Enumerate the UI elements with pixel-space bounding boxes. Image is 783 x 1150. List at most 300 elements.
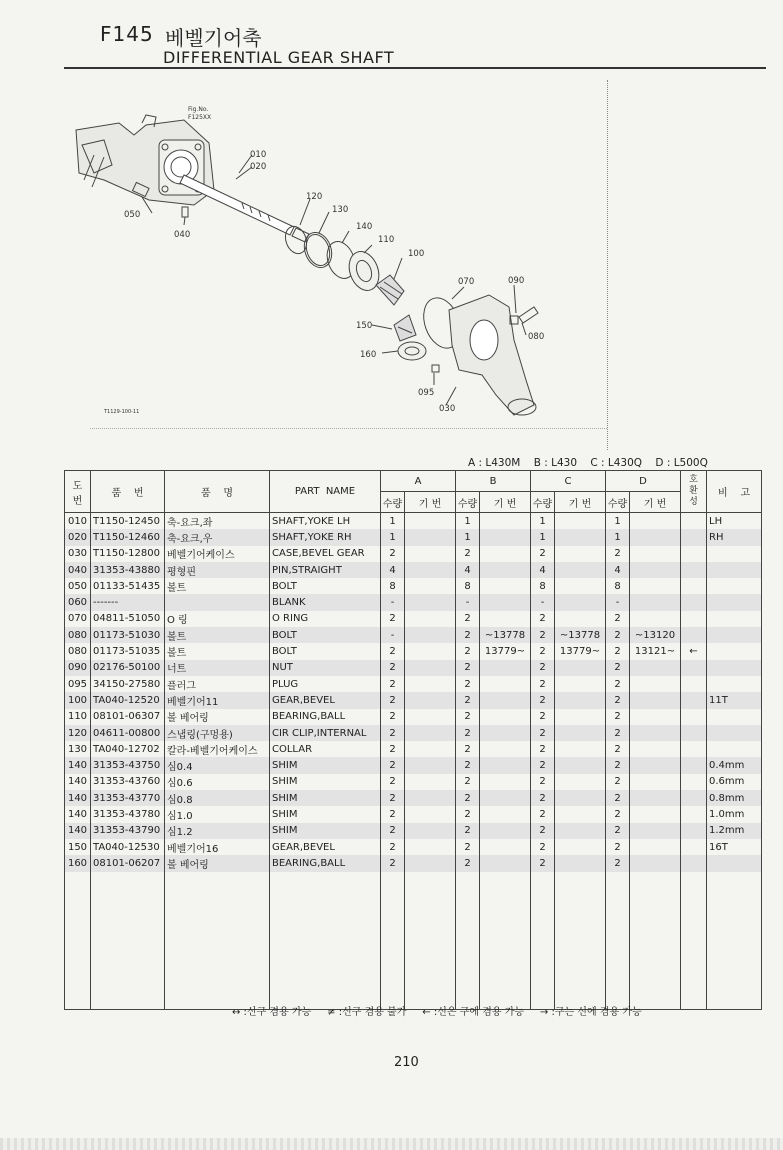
cell-ref-no: 140	[65, 823, 91, 839]
table-row	[65, 692, 762, 708]
cell-a-serial	[405, 660, 456, 676]
parts-table	[64, 470, 762, 1010]
cell-d-qty: 2	[606, 741, 630, 757]
cell-b-qty: 2	[456, 709, 480, 725]
cell-b-serial	[480, 578, 531, 594]
cell-a-qty: 1	[381, 513, 405, 530]
callout-label: 020	[250, 162, 267, 172]
cell-d-qty: 2	[606, 774, 630, 790]
cell-b-serial	[480, 676, 531, 692]
scan-edge	[0, 1138, 783, 1150]
col-group-c: C	[531, 471, 606, 492]
cell-b-qty: 2	[456, 855, 480, 871]
cell-a-serial	[405, 692, 456, 708]
table-row	[65, 823, 762, 839]
cell-part-name: BOLT	[270, 643, 381, 659]
col-remarks: 비 고	[707, 471, 762, 513]
cell-c-qty: 2	[531, 692, 555, 708]
cell-compat	[681, 627, 707, 643]
cell-c-serial	[555, 806, 606, 822]
cell-d-qty: 1	[606, 513, 630, 530]
callout-label: 070	[458, 277, 475, 287]
cell-d-serial	[630, 790, 681, 806]
col-part-name: PART NAME	[270, 471, 381, 513]
table-row	[65, 806, 762, 822]
cell-a-serial	[405, 725, 456, 741]
col-serial: 기 번	[480, 492, 531, 513]
cell-c-serial	[555, 611, 606, 627]
cell-c-qty: 2	[531, 627, 555, 643]
table-row	[65, 855, 762, 871]
cell-c-qty: 8	[531, 578, 555, 594]
callout-label: 030	[439, 404, 456, 414]
cell-part-no: 08101-06207	[91, 855, 165, 871]
callout-label: 095	[418, 388, 435, 398]
cell-compat	[681, 709, 707, 725]
cell-a-serial	[405, 676, 456, 692]
table-row	[65, 790, 762, 806]
cell-part-name-ko: 축-요크,좌	[165, 513, 270, 530]
cell-part-name-ko: 플러그	[165, 676, 270, 692]
cell-ref-no: 120	[65, 725, 91, 741]
cell-a-qty: -	[381, 627, 405, 643]
cell-a-qty: 2	[381, 741, 405, 757]
callout-label: 110	[378, 235, 395, 245]
cell-a-qty: 2	[381, 806, 405, 822]
cell-d-serial	[630, 513, 681, 530]
cell-b-qty: 2	[456, 839, 480, 855]
cell-b-qty: 2	[456, 627, 480, 643]
cell-a-qty: 2	[381, 676, 405, 692]
cell-compat: ←	[681, 643, 707, 659]
cell-compat	[681, 806, 707, 822]
cell-part-name-ko: O 링	[165, 611, 270, 627]
cell-c-qty: 2	[531, 676, 555, 692]
cell-b-serial	[480, 660, 531, 676]
cell-a-qty: 2	[381, 823, 405, 839]
cell-b-serial	[480, 709, 531, 725]
cell-remark: 0.4mm	[707, 757, 762, 773]
cell-part-name: SHIM	[270, 757, 381, 773]
col-group-d: D	[606, 471, 681, 492]
col-part-name-ko: 품 명	[165, 471, 270, 513]
cell-d-serial	[630, 725, 681, 741]
cell-remark	[707, 578, 762, 594]
cell-compat	[681, 578, 707, 594]
cell-compat	[681, 741, 707, 757]
cell-part-no: 02176-50100	[91, 660, 165, 676]
cell-d-qty: -	[606, 594, 630, 610]
cell-remark	[707, 627, 762, 643]
cell-a-serial	[405, 774, 456, 790]
cell-a-serial	[405, 855, 456, 871]
cell-b-serial: ~13778	[480, 627, 531, 643]
cell-ref-no: 110	[65, 709, 91, 725]
cell-d-serial	[630, 757, 681, 773]
cell-a-qty: 1	[381, 529, 405, 545]
cell-ref-no: 160	[65, 855, 91, 871]
cell-b-qty: 2	[456, 546, 480, 562]
cell-part-name: SHAFT,YOKE RH	[270, 529, 381, 545]
cell-a-qty: 2	[381, 546, 405, 562]
cell-a-serial	[405, 823, 456, 839]
callout-label: 140	[356, 222, 373, 232]
cell-d-qty: 2	[606, 643, 630, 659]
cell-d-serial	[630, 594, 681, 610]
col-qty: 수량	[456, 492, 480, 513]
cell-part-no: 04811-51050	[91, 611, 165, 627]
cell-b-qty: 8	[456, 578, 480, 594]
cell-d-qty: 2	[606, 546, 630, 562]
cell-part-no: 34150-27580	[91, 676, 165, 692]
model-legend: A : L430M B : L430 C : L430Q D : L500Q	[468, 457, 708, 469]
cell-part-name: BOLT	[270, 578, 381, 594]
cell-a-serial	[405, 627, 456, 643]
table-row	[65, 741, 762, 757]
cell-b-serial	[480, 757, 531, 773]
cell-part-name: SHIM	[270, 806, 381, 822]
cell-remark: 11T	[707, 692, 762, 708]
cell-remark: 16T	[707, 839, 762, 855]
cell-d-serial: ~13120	[630, 627, 681, 643]
cell-c-qty: 4	[531, 562, 555, 578]
cell-part-name-ko: 베벨기어16	[165, 839, 270, 855]
cell-c-serial: ~13778	[555, 627, 606, 643]
cell-part-no: 01133-51435	[91, 578, 165, 594]
cell-c-serial	[555, 594, 606, 610]
col-compat: 호 환 성	[681, 471, 707, 513]
cell-c-serial	[555, 855, 606, 871]
cell-part-name-ko: 볼트	[165, 643, 270, 659]
cell-part-name: GEAR,BEVEL	[270, 839, 381, 855]
cell-b-serial	[480, 611, 531, 627]
cell-d-serial	[630, 839, 681, 855]
table-row	[65, 546, 762, 562]
cell-a-serial	[405, 790, 456, 806]
cell-part-name: SHIM	[270, 774, 381, 790]
cell-part-name-ko: 볼트	[165, 627, 270, 643]
cell-c-qty: 2	[531, 546, 555, 562]
cell-remark	[707, 562, 762, 578]
cell-part-name-ko: 평형핀	[165, 562, 270, 578]
cell-d-qty: 1	[606, 529, 630, 545]
cell-ref-no: 090	[65, 660, 91, 676]
cell-b-qty: 2	[456, 725, 480, 741]
col-group-b: B	[456, 471, 531, 492]
cell-b-qty: 2	[456, 643, 480, 659]
cell-remark: 1.2mm	[707, 823, 762, 839]
cell-c-serial	[555, 790, 606, 806]
cell-b-serial: 13779~	[480, 643, 531, 659]
cell-a-qty: 2	[381, 790, 405, 806]
cell-c-qty: 2	[531, 839, 555, 855]
cell-b-serial	[480, 774, 531, 790]
cell-remark	[707, 546, 762, 562]
cell-d-serial	[630, 741, 681, 757]
cell-part-name: CIR CLIP,INTERNAL	[270, 725, 381, 741]
cell-c-qty: 2	[531, 823, 555, 839]
cell-d-qty: 2	[606, 676, 630, 692]
table-row	[65, 757, 762, 773]
cell-c-qty: -	[531, 594, 555, 610]
cell-d-qty: 2	[606, 709, 630, 725]
cell-d-qty: 2	[606, 757, 630, 773]
col-qty: 수량	[606, 492, 630, 513]
cell-c-serial	[555, 774, 606, 790]
cell-b-qty: 2	[456, 660, 480, 676]
cell-part-name: NUT	[270, 660, 381, 676]
cell-a-serial	[405, 529, 456, 545]
cell-part-no: 04611-00800	[91, 725, 165, 741]
cell-ref-no: 095	[65, 676, 91, 692]
cell-a-serial	[405, 513, 456, 530]
cell-remark	[707, 709, 762, 725]
cell-c-qty: 1	[531, 513, 555, 530]
cell-c-qty: 2	[531, 611, 555, 627]
cell-a-serial	[405, 643, 456, 659]
cell-d-serial	[630, 546, 681, 562]
callout-label: 100	[408, 249, 425, 259]
cell-b-serial	[480, 513, 531, 530]
cell-b-serial	[480, 692, 531, 708]
cell-d-serial	[630, 823, 681, 839]
cell-ref-no: 020	[65, 529, 91, 545]
cell-b-qty: 1	[456, 529, 480, 545]
cell-b-qty: 2	[456, 806, 480, 822]
cell-remark	[707, 725, 762, 741]
cell-compat	[681, 529, 707, 545]
page-number: 210	[394, 1055, 419, 1070]
col-serial: 기 번	[630, 492, 681, 513]
cell-part-no: -------	[91, 594, 165, 610]
cell-a-qty: 2	[381, 611, 405, 627]
cell-part-name: PLUG	[270, 676, 381, 692]
cell-compat	[681, 774, 707, 790]
cell-b-serial	[480, 839, 531, 855]
cell-remark: 0.8mm	[707, 790, 762, 806]
cell-remark: LH	[707, 513, 762, 530]
cell-part-no: 31353-43880	[91, 562, 165, 578]
cell-b-qty: 2	[456, 823, 480, 839]
cell-part-no: TA040-12702	[91, 741, 165, 757]
callout-label: T1129-100-11	[104, 409, 140, 415]
cell-part-name: SHIM	[270, 790, 381, 806]
section-title-ko: 베벨기어축	[165, 26, 262, 50]
cell-part-name: BLANK	[270, 594, 381, 610]
cell-remark	[707, 643, 762, 659]
cell-part-name-ko: 너트	[165, 660, 270, 676]
cell-d-serial	[630, 774, 681, 790]
callout-label: 040	[174, 230, 191, 240]
section-title-en: DIFFERENTIAL GEAR SHAFT	[163, 48, 395, 67]
cell-compat	[681, 546, 707, 562]
cell-remark: 0.6mm	[707, 774, 762, 790]
cell-a-qty: 2	[381, 725, 405, 741]
table-row	[65, 709, 762, 725]
cell-ref-no: 080	[65, 643, 91, 659]
cell-ref-no: 130	[65, 741, 91, 757]
cell-b-serial	[480, 529, 531, 545]
col-ref-no: 도 번	[65, 471, 91, 513]
cell-compat	[681, 823, 707, 839]
cell-part-no: 01173-51035	[91, 643, 165, 659]
cell-part-name: CASE,BEVEL GEAR	[270, 546, 381, 562]
cell-c-serial	[555, 839, 606, 855]
cell-part-name: SHAFT,YOKE LH	[270, 513, 381, 530]
cell-a-qty: 2	[381, 839, 405, 855]
cell-a-qty: 2	[381, 660, 405, 676]
cell-b-serial	[480, 725, 531, 741]
cell-part-name: COLLAR	[270, 741, 381, 757]
cell-b-serial	[480, 562, 531, 578]
cell-part-name-ko	[165, 594, 270, 610]
cell-remark	[707, 594, 762, 610]
cell-a-qty: 4	[381, 562, 405, 578]
col-qty: 수량	[381, 492, 405, 513]
cell-d-serial	[630, 676, 681, 692]
callout-label: F125XX	[188, 114, 212, 121]
cell-ref-no: 140	[65, 790, 91, 806]
cell-b-qty: 1	[456, 513, 480, 530]
table-row	[65, 594, 762, 610]
table-row	[65, 611, 762, 627]
cell-part-name-ko: 베벨기어케이스	[165, 546, 270, 562]
header-rule	[64, 67, 766, 69]
cell-d-serial	[630, 578, 681, 594]
cell-ref-no: 150	[65, 839, 91, 855]
cell-remark: 1.0mm	[707, 806, 762, 822]
section-code: F145	[100, 22, 154, 46]
table-row	[65, 839, 762, 855]
cell-c-serial	[555, 725, 606, 741]
cell-c-qty: 2	[531, 757, 555, 773]
cell-a-qty: 2	[381, 774, 405, 790]
cell-d-qty: 2	[606, 660, 630, 676]
cell-compat	[681, 594, 707, 610]
cell-c-qty: 2	[531, 741, 555, 757]
cell-part-no: 31353-43750	[91, 757, 165, 773]
cell-a-serial	[405, 594, 456, 610]
cell-d-qty: 2	[606, 790, 630, 806]
cell-part-no: 08101-06307	[91, 709, 165, 725]
cell-b-qty: 2	[456, 790, 480, 806]
cell-part-name-ko: 심0.8	[165, 790, 270, 806]
cell-ref-no: 060	[65, 594, 91, 610]
table-row	[65, 725, 762, 741]
cell-part-no: TA040-12520	[91, 692, 165, 708]
cell-part-no: TA040-12530	[91, 839, 165, 855]
cell-compat	[681, 692, 707, 708]
cell-d-serial	[630, 529, 681, 545]
table-row	[65, 676, 762, 692]
cell-ref-no: 030	[65, 546, 91, 562]
cell-compat	[681, 757, 707, 773]
diagram-divider	[607, 80, 608, 450]
cell-part-name: PIN,STRAIGHT	[270, 562, 381, 578]
compat-legend: ↔ :신구 겸용 가능 ≠ :신구 겸용 불가 ← :신은 구에 겸용 가능 → :구는 신에 겸용 가능	[232, 1007, 642, 1018]
cell-part-name-ko: 칼라-베벨기어케이스	[165, 741, 270, 757]
cell-b-qty: 2	[456, 774, 480, 790]
cell-compat	[681, 790, 707, 806]
cell-compat	[681, 855, 707, 871]
table-row	[65, 627, 762, 643]
cell-part-no: T1150-12460	[91, 529, 165, 545]
callout-label: 090	[508, 276, 525, 286]
table-row	[65, 529, 762, 545]
cell-c-serial	[555, 529, 606, 545]
callout-label: 130	[332, 205, 349, 215]
cell-part-name: BOLT	[270, 627, 381, 643]
parts-table-body	[65, 513, 762, 1010]
cell-compat	[681, 562, 707, 578]
cell-b-qty: 2	[456, 741, 480, 757]
col-group-a: A	[381, 471, 456, 492]
cell-d-serial	[630, 806, 681, 822]
cell-ref-no: 040	[65, 562, 91, 578]
cell-d-serial	[630, 855, 681, 871]
cell-ref-no: 140	[65, 757, 91, 773]
cell-c-serial	[555, 709, 606, 725]
cell-remark	[707, 855, 762, 871]
cell-c-qty: 2	[531, 725, 555, 741]
cell-c-serial: 13779~	[555, 643, 606, 659]
cell-c-qty: 2	[531, 709, 555, 725]
cell-c-qty: 1	[531, 529, 555, 545]
cell-part-name: SHIM	[270, 823, 381, 839]
cell-ref-no: 010	[65, 513, 91, 530]
col-serial: 기 번	[405, 492, 456, 513]
cell-ref-no: 140	[65, 774, 91, 790]
cell-part-name-ko: 축-요크,우	[165, 529, 270, 545]
cell-b-serial	[480, 823, 531, 839]
table-blank-area	[65, 872, 762, 1010]
cell-b-serial	[480, 741, 531, 757]
cell-a-serial	[405, 709, 456, 725]
cell-part-name-ko: 심0.4	[165, 757, 270, 773]
callout-label: 050	[124, 210, 141, 220]
cell-d-qty: 2	[606, 627, 630, 643]
cell-d-qty: 4	[606, 562, 630, 578]
cell-ref-no: 070	[65, 611, 91, 627]
cell-b-serial	[480, 594, 531, 610]
cell-compat	[681, 839, 707, 855]
cell-part-name-ko: 심0.6	[165, 774, 270, 790]
cell-part-name: GEAR,BEVEL	[270, 692, 381, 708]
cell-b-serial	[480, 790, 531, 806]
exploded-parts-diagram	[64, 95, 604, 430]
cell-c-serial	[555, 660, 606, 676]
cell-part-no: 31353-43790	[91, 823, 165, 839]
cell-b-qty: -	[456, 594, 480, 610]
cell-part-name: O RING	[270, 611, 381, 627]
cell-a-qty: 8	[381, 578, 405, 594]
cell-a-serial	[405, 839, 456, 855]
cell-d-serial	[630, 692, 681, 708]
cell-a-qty: 2	[381, 855, 405, 871]
cell-part-name-ko: 볼트	[165, 578, 270, 594]
callout-label: 120	[306, 192, 323, 202]
cell-c-qty: 2	[531, 774, 555, 790]
cell-part-name-ko: 심1.2	[165, 823, 270, 839]
table-row	[65, 774, 762, 790]
cell-d-serial: 13121~	[630, 643, 681, 659]
cell-a-serial	[405, 578, 456, 594]
table-row	[65, 660, 762, 676]
cell-b-serial	[480, 546, 531, 562]
callout-label: 010	[250, 150, 267, 160]
cell-remark	[707, 660, 762, 676]
cell-c-serial	[555, 741, 606, 757]
